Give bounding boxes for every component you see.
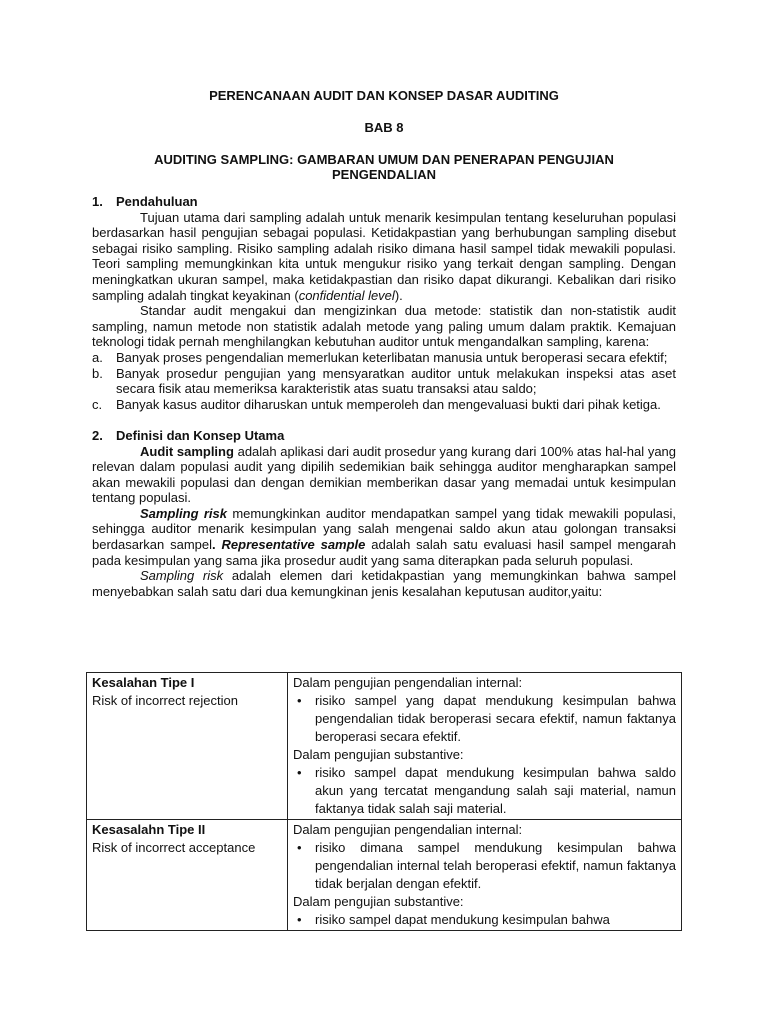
error-description-cell	[288, 820, 682, 931]
list-item	[92, 366, 676, 397]
test-context-heading: Dalam pengujian substantive:	[293, 747, 464, 762]
section-1-title: Pendahuluan	[116, 194, 198, 209]
list-label: c.	[92, 396, 103, 412]
list-item	[293, 764, 676, 818]
error-type-subtitle: Risk of incorrect acceptance	[92, 840, 256, 855]
section-1-heading	[92, 194, 676, 210]
section-2-paragraph-3	[92, 568, 676, 599]
paragraph-text: ).	[394, 287, 403, 303]
list-text: Banyak prosedur pengujian yang mensyaratkan auditor untuk melakukan inspeksi atas aset secara fisik atau memeriksa karakteristik atas suatu transaksi atau saldo;	[116, 365, 676, 397]
bullet-icon: •	[297, 912, 302, 927]
bullet-icon: •	[297, 840, 302, 855]
paragraph-text: adalah elemen dari ketidakpastian yang memungkinkan bahwa sampel menyebabkan salah satu dari dua kemungkinan jenis kesalahan keputusan auditor,yaitu:	[92, 568, 677, 599]
bullet-text: risiko sampel yang dapat mendukung kesimpulan bahwa pengendalian tidak beroperasi secara efektif, namun faktanya beroperasi secara efektif.	[315, 693, 676, 744]
italic-term: Sampling risk	[140, 568, 224, 584]
section-1-paragraph-2: Standar audit mengakui dan mengizinkan dua metode: statistik dan non-statistik audit sampling, namun metode non statistik adalah metode yang paling umum dalam praktik. Kemajuan teknologi tidak pernah menghilangkan kebutuhan auditor untuk mengandalkan sampling, karena:	[92, 303, 676, 350]
italic-term: confidential level	[298, 287, 395, 303]
document-title: PERENCANAAN AUDIT DAN KONSEP DASAR AUDITING	[209, 88, 559, 103]
test-context-heading: Dalam pengujian substantive:	[293, 894, 464, 909]
list-label: b.	[92, 365, 103, 381]
document-body	[92, 194, 676, 599]
error-type-title: Kesalahan Tipe I	[92, 675, 195, 690]
list-item	[92, 350, 676, 366]
bold-term: Audit sampling	[140, 443, 234, 459]
bold-dot: .	[212, 537, 222, 553]
section-2-paragraph-1	[92, 444, 676, 506]
list-item	[92, 397, 676, 413]
section-2-number: 2.	[92, 427, 103, 443]
error-type-subtitle: Risk of incorrect rejection	[92, 693, 238, 708]
paragraph-text: adalah salah satu evaluasi hasil sampel mengarah pada kesimpulan yang sama jika prosedur audit yang sama diterapkan pada seluruh populasi.	[92, 537, 676, 568]
chapter-subtitle-line1: AUDITING SAMPLING: GAMBARAN UMUM DAN PENERAPAN PENGUJIAN	[154, 152, 614, 167]
bullet-text: risiko sampel dapat mendukung kesimpulan bahwa saldo akun yang tercatat mengandung salah saji material, namun faktanya tidak salah saji material.	[315, 765, 676, 816]
error-type-cell	[87, 673, 288, 820]
paragraph-text: memungkinkan auditor mendapatkan sampel yang tidak mewakili populasi, sehingga auditor menarik kesimpulan yang salah mengenai saldo akun atau golongan transaksi berdasarkan sampel	[92, 505, 676, 553]
section-1-paragraph-1	[92, 210, 676, 304]
section-1-number: 1.	[92, 194, 103, 209]
paragraph-text: Tujuan utama dari sampling adalah untuk menarik kesimpulan tentang keseluruhan populasi berdasarkan hasil pengujian sebagai populasi. Ketidakpastian yang berhubungan sampling disebut sebagai risiko sampling. Risiko sampling adalah risiko dimana hasil sampel tidak mewakili populasi. Teori sampling memungkinkan kita untuk mengukur risiko yang terkait dengan sampling. Dengan meningkatkan ukuran sampel, maka ketidakpastian dan risiko dapat dikurangi. Kebalikan dari risiko sampling adalah tingkat keyakinan (	[92, 209, 676, 303]
test-context-heading: Dalam pengujian pengendalian internal:	[293, 822, 523, 837]
table-row	[87, 673, 682, 820]
chapter-label: BAB 8	[364, 120, 404, 135]
test-context-heading: Dalam pengujian pengendalian internal:	[293, 675, 523, 690]
bullet-icon: •	[297, 693, 302, 708]
error-type-cell	[87, 820, 288, 931]
bullet-text: risiko dimana sampel mendukung kesimpulan bahwa pengendalian internal telah beroperasi efektif, namun faktanya tidak berjalan dengan efektif.	[315, 840, 676, 891]
list-label: a.	[92, 349, 103, 365]
bullet-text: risiko sampel dapat mendukung kesimpulan bahwa	[315, 912, 610, 927]
section-2-paragraph-2	[92, 506, 676, 568]
chapter-subtitle-line2: PENGENDALIAN	[331, 167, 436, 182]
list-item	[293, 911, 676, 929]
list-text: Banyak proses pengendalian memerlukan keterlibatan manusia untuk beroperasi secara efektif;	[116, 349, 668, 365]
list-item	[293, 692, 676, 746]
bold-italic-term: Sampling risk	[140, 505, 227, 521]
table-row	[87, 820, 682, 931]
error-description-cell	[288, 673, 682, 820]
reasons-list	[92, 350, 676, 412]
list-item	[293, 839, 676, 893]
bullet-icon: •	[297, 765, 302, 780]
error-type-title: Kesasalahn Tipe II	[92, 822, 206, 837]
paragraph-text: adalah aplikasi dari audit prosedur yang kurang dari 100% atas hal-hal yang relevan dalam populasi audit yang dipilih sedemikian baik sehingga auditor mengharapkan sampel akan mewakili populasi dan dengan demikian memberikan dasar yang memadai untuk kesimpulan tentang populasi.	[92, 443, 677, 506]
list-text: Banyak kasus auditor diharuskan untuk memperoleh dan mengevaluasi bukti dari pihak ketiga.	[116, 396, 661, 412]
section-2-title: Definisi dan Konsep Utama	[116, 427, 285, 443]
error-types-table	[86, 672, 682, 931]
section-2-heading	[92, 428, 676, 444]
bold-italic-term: Representative sample	[221, 537, 366, 553]
